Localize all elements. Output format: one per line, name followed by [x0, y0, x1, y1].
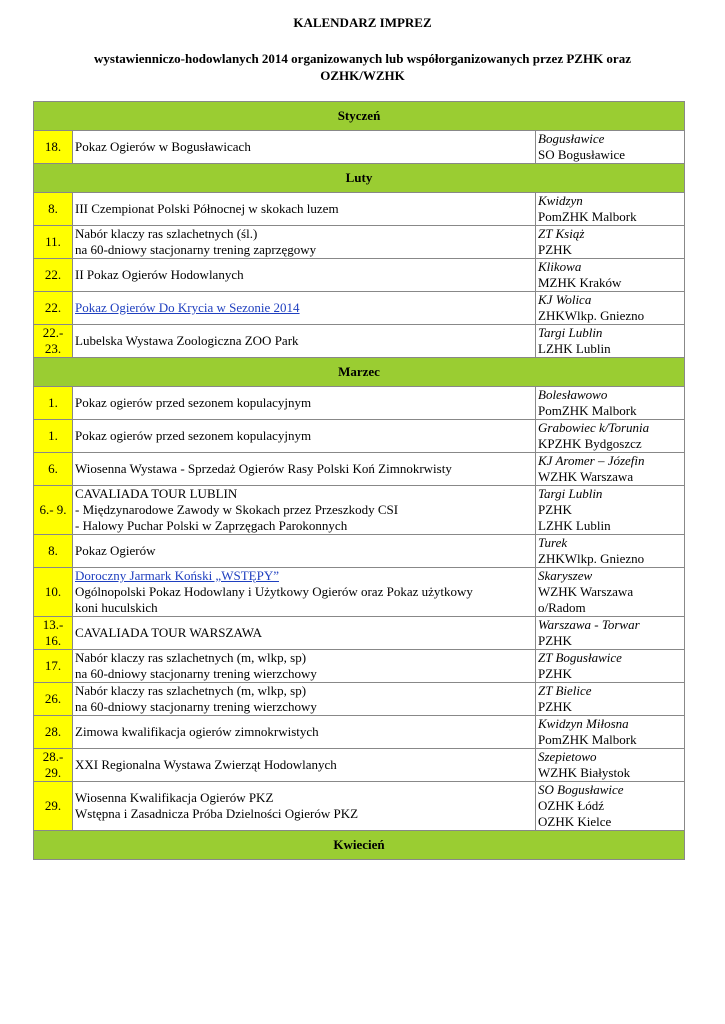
event-organizer: PomZHK Malbork: [538, 209, 637, 224]
event-place: SO Bogusławice: [538, 782, 624, 797]
event-day: 11.: [34, 226, 73, 259]
event-day: 18.: [34, 131, 73, 164]
event-place: Kwidzyn Miłosna: [538, 716, 629, 731]
event-name: [73, 259, 536, 292]
month-row: [34, 164, 685, 193]
month-header: Kwiecień: [34, 831, 685, 860]
subtitle-line: wystawienniczo-hodowlanych 2014 organizowanych lub współorganizowanych przez PZHK oraz: [94, 51, 631, 66]
event-day: 6.: [34, 453, 73, 486]
event-location: [536, 568, 685, 617]
event-day: 13.- 16.: [34, 617, 73, 650]
event-name-line: Lubelska Wystawa Zoologiczna ZOO Park: [75, 333, 299, 348]
event-name-line: II Pokaz Ogierów Hodowlanych: [75, 267, 244, 282]
event-row: [34, 325, 685, 358]
event-row: [34, 259, 685, 292]
event-organizer: MZHK Kraków: [538, 275, 622, 290]
event-name-line: Pokaz Ogierów: [75, 543, 156, 558]
event-row: [34, 226, 685, 259]
event-place: Bogusławice: [538, 131, 605, 146]
event-name-line: koni huculskich: [75, 600, 158, 615]
event-name-line: na 60-dniowy stacjonarny trening zaprzęgowy: [75, 242, 317, 257]
event-row: [34, 292, 685, 325]
event-name-line: Pokaz ogierów przed sezonem kopulacyjnym: [75, 428, 312, 443]
event-day: 10.: [34, 568, 73, 617]
event-name: [73, 568, 536, 617]
event-name: [73, 716, 536, 749]
event-name: [73, 325, 536, 358]
event-location: [536, 325, 685, 358]
subtitle-line: OZHK/WZHK: [320, 68, 405, 83]
event-location: [536, 617, 685, 650]
event-name: [73, 131, 536, 164]
event-place: KJ Wolica: [538, 292, 592, 307]
event-row: [34, 650, 685, 683]
event-place: Skaryszew: [538, 568, 593, 583]
event-location: [536, 453, 685, 486]
event-row: [34, 131, 685, 164]
event-name-line: Wstępna i Zasadnicza Próba Dzielności Ogierów PKZ: [75, 806, 359, 821]
event-name: [73, 617, 536, 650]
event-place: Szepietowo: [538, 749, 597, 764]
event-name-line: na 60-dniowy stacjonarny trening wierzchowy: [75, 666, 317, 681]
event-day: 8.: [34, 535, 73, 568]
event-organizer: ZHKWlkp. Gniezno: [538, 308, 645, 323]
event-row: [34, 387, 685, 420]
event-organizer: LZHK Lublin: [538, 518, 611, 533]
event-name-line: Wiosenna Wystawa - Sprzedaż Ogierów Rasy Polski Koń Zimnokrwisty: [75, 461, 452, 476]
event-row: [34, 683, 685, 716]
event-place: Klikowa: [538, 259, 582, 274]
event-name-line: - Halowy Puchar Polski w Zaprzęgach Parokonnych: [75, 518, 348, 533]
event-location: [536, 259, 685, 292]
event-day: 1.: [34, 420, 73, 453]
event-day: 22.- 23.: [34, 325, 73, 358]
event-place: Warszawa - Torwar: [538, 617, 640, 632]
event-name-line: Ogólnopolski Pokaz Hodowlany i Użytkowy Ogierów oraz Pokaz użytkowy: [75, 584, 473, 599]
event-location: [536, 131, 685, 164]
event-organizer: LZHK Lublin: [538, 341, 611, 356]
events-table: [33, 101, 685, 860]
event-organizer: SO Bogusławice: [538, 147, 626, 162]
event-name-line: Nabór klaczy ras szlachetnych (m, wlkp, sp): [75, 683, 307, 698]
event-day: 8.: [34, 193, 73, 226]
event-organizer: WZHK Warszawa: [538, 584, 634, 599]
event-location: [536, 387, 685, 420]
event-name-line: - Międzynarodowe Zawody w Skokach przez Przeszkody CSI: [75, 502, 399, 517]
event-day: 1.: [34, 387, 73, 420]
event-organizer: OZHK Łódź: [538, 798, 605, 813]
event-row: [34, 617, 685, 650]
event-name: [73, 486, 536, 535]
event-name-line: Zimowa kwalifikacja ogierów zimnokrwistych: [75, 724, 319, 739]
month-row: [34, 102, 685, 131]
event-location: [536, 683, 685, 716]
event-place: Targi Lublin: [538, 486, 603, 501]
event-place: ZT Bogusławice: [538, 650, 622, 665]
event-location: [536, 716, 685, 749]
event-location: [536, 292, 685, 325]
event-organizer: ZHKWlkp. Gniezno: [538, 551, 645, 566]
event-row: [34, 716, 685, 749]
event-day: 28.: [34, 716, 73, 749]
event-row: [34, 535, 685, 568]
event-organizer: PZHK: [538, 242, 572, 257]
page-title: KALENDARZ IMPREZ: [293, 15, 432, 30]
event-row: [34, 782, 685, 831]
event-place: Turek: [538, 535, 568, 550]
event-organizer: PZHK: [538, 666, 572, 681]
event-day: 22.: [34, 259, 73, 292]
event-organizer: PZHK: [538, 633, 572, 648]
event-location: [536, 420, 685, 453]
event-name-line: XXI Regionalna Wystawa Zwierząt Hodowlanych: [75, 757, 337, 772]
event-organizer: KPZHK Bydgoszcz: [538, 436, 642, 451]
event-row: [34, 453, 685, 486]
event-name: [73, 226, 536, 259]
event-organizer: o/Radom: [538, 600, 586, 615]
event-place: Grabowiec k/Torunia: [538, 420, 650, 435]
event-place: KJ Aromer – Józefin: [538, 453, 645, 468]
event-organizer: PZHK: [538, 699, 572, 714]
event-name-line: Nabór klaczy ras szlachetnych (m, wlkp, sp): [75, 650, 307, 665]
event-row: [34, 568, 685, 617]
event-link[interactable]: Doroczny Jarmark Koński „WSTĘPY”: [75, 568, 279, 583]
event-place: Targi Lublin: [538, 325, 603, 340]
month-header: Luty: [34, 164, 685, 193]
event-name-line: Wiosenna Kwalifikacja Ogierów PKZ: [75, 790, 274, 805]
event-name-line: Pokaz ogierów przed sezonem kopulacyjnym: [75, 395, 312, 410]
event-organizer: WZHK Warszawa: [538, 469, 634, 484]
event-name: [73, 683, 536, 716]
event-place: ZT Książ: [538, 226, 585, 241]
month-header: Marzec: [34, 358, 685, 387]
month-header: Styczeń: [34, 102, 685, 131]
event-name-line: na 60-dniowy stacjonarny trening wierzchowy: [75, 699, 317, 714]
event-name: [73, 292, 536, 325]
event-row: [34, 420, 685, 453]
event-day: 6.- 9.: [34, 486, 73, 535]
month-row: [34, 358, 685, 387]
event-day: 29.: [34, 782, 73, 831]
event-organizer: PomZHK Malbork: [538, 732, 637, 747]
event-name: [73, 782, 536, 831]
event-day: 28.- 29.: [34, 749, 73, 782]
event-location: [536, 193, 685, 226]
event-link[interactable]: Pokaz Ogierów Do Krycia w Sezonie 2014: [75, 300, 300, 315]
event-name: [73, 650, 536, 683]
event-location: [536, 486, 685, 535]
event-organizer: OZHK Kielce: [538, 814, 612, 829]
event-location: [536, 749, 685, 782]
event-name-line: Nabór klaczy ras szlachetnych (śl.): [75, 226, 258, 241]
event-place: Kwidzyn: [538, 193, 583, 208]
event-name-line: Pokaz Ogierów w Bogusławicach: [75, 139, 251, 154]
event-day: 26.: [34, 683, 73, 716]
event-name: [73, 749, 536, 782]
event-day: 22.: [34, 292, 73, 325]
event-name: [73, 453, 536, 486]
event-day: 17.: [34, 650, 73, 683]
event-name: [73, 535, 536, 568]
event-name-line: CAVALIADA TOUR WARSZAWA: [75, 625, 263, 640]
page-subtitle: [40, 50, 685, 84]
event-name-line: CAVALIADA TOUR LUBLIN: [75, 486, 238, 501]
event-row: [34, 193, 685, 226]
event-organizer: PZHK: [538, 502, 572, 517]
event-name-line: III Czempionat Polski Północnej w skokach luzem: [75, 201, 339, 216]
event-organizer: WZHK Białystok: [538, 765, 631, 780]
event-name: [73, 420, 536, 453]
event-row: [34, 486, 685, 535]
event-organizer: PomZHK Malbork: [538, 403, 637, 418]
event-place: ZT Bielice: [538, 683, 592, 698]
month-row: [34, 831, 685, 860]
event-location: [536, 650, 685, 683]
event-location: [536, 782, 685, 831]
event-name: [73, 387, 536, 420]
event-row: [34, 749, 685, 782]
event-name: [73, 193, 536, 226]
event-location: [536, 226, 685, 259]
event-location: [536, 535, 685, 568]
event-place: Bolesławowo: [538, 387, 608, 402]
